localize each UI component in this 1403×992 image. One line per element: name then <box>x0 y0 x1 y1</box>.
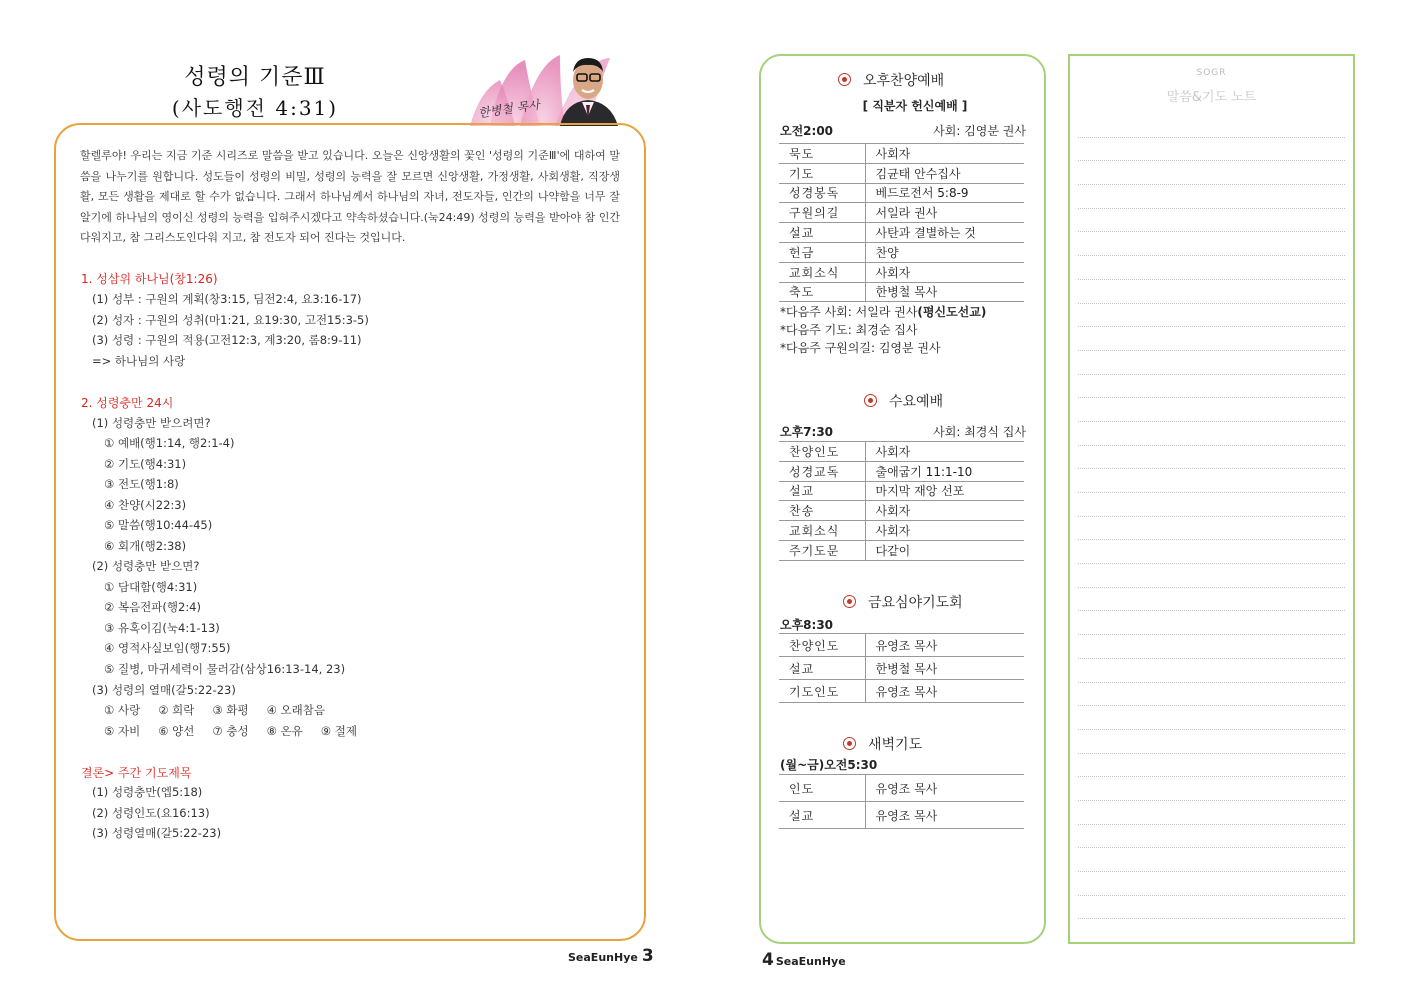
friday-order-table <box>779 633 1024 703</box>
section-2-item: ② 복음전파(행2:4) <box>104 600 201 614</box>
section-1-line: (1) 성부 : 구원의 계획(창3:15, 딤전2:4, 요3:16-17) <box>92 292 362 306</box>
next-week-prayer: *다음주 기도: 최경순 집사 <box>780 323 918 337</box>
table-row: 설교 사탄과 결별하는 것 <box>779 223 1024 243</box>
table-row: 헌금 찬양 <box>779 242 1024 262</box>
fruit-item: ⑦ 충성 <box>212 724 249 738</box>
fruit-item: ⑥ 양선 <box>158 724 195 738</box>
fruit-item: ② 희락 <box>158 703 195 717</box>
friday-time: 오후8:30 <box>780 618 834 632</box>
pastor-signature: 한병철 목사 <box>477 97 541 121</box>
page-number: 3 <box>641 946 654 966</box>
table-row: 찬양인도 사회자 <box>779 442 1024 462</box>
footer-brand: SeaEunHye <box>568 951 638 964</box>
next-week-notes <box>780 303 986 357</box>
table-row: 설교 한병철 목사 <box>779 657 1024 680</box>
table-row: 교회소식 사회자 <box>779 521 1024 541</box>
footer-brand: SeaEunHye <box>775 955 846 968</box>
table-row: 찬양인도 유영조 목사 <box>779 634 1024 657</box>
section-2-item: ⑥ 회개(행2:38) <box>104 539 187 553</box>
table-row: 성경봉독 베드로전서 5:8-9 <box>779 183 1024 203</box>
dawn-prayer-title: 새벽기도 <box>843 734 922 754</box>
fruits-row <box>104 723 375 739</box>
wednesday-host: 사회: 최경식 집사 <box>933 425 1026 439</box>
fruit-item: ⑤ 자비 <box>104 724 141 738</box>
bullet-icon <box>864 394 877 407</box>
afternoon-host: 사회: 김영분 권사 <box>933 124 1026 138</box>
section-2-item: ⑤ 질병, 마귀세력이 물러감(삼상16:13-14, 23) <box>104 662 346 676</box>
sermon-intro: 할렐루야! 우리는 지금 기준 시리즈로 말씀을 받고 있습니다. 오늘은 신앙생활의 꽃인 '성령의 기준Ⅲ'에 대하여 말씀을 나누기를 원합니다. 성도들이 성령의 비밀, 성령의 능력을 잘 모르면 신앙생활, 가정생활, 사회생활, 직장생활, 모든 생활을 제대로 할 수가 없습니다. 그래서 하나님께서 하나님의 자녀, 전도자들, 인간의 나약함을 너무 잘 알기에 하나님의 영이신 성령의 능력을 입혀주시겠다고 약속하셨습니다.(눅24:49) 성령의 능력을 받아야 참 인간다워지고, 참 그리스도인다워 지고, 참 전도자 되어 진다는 것입니다. <box>80 149 620 244</box>
conclusion-item: (3) 성령열매(갈5:22-23) <box>92 826 222 840</box>
table-row: 교회소식 사회자 <box>779 262 1024 282</box>
next-week-host: *다음주 사회: 서일라 권사(평신도선교) <box>780 305 987 319</box>
fruit-item: ⑧ 온유 <box>266 724 303 738</box>
section-1-line: (2) 성자 : 구원의 성취(마1:21, 요19:30, 고전15:3-5) <box>92 313 369 327</box>
sermon-title: 성령의 기준Ⅲ <box>184 65 326 90</box>
section-2-item: ③ 유혹이김(눅4:1-13) <box>104 621 220 635</box>
table-row: 인도 유영조 목사 <box>779 775 1024 802</box>
section-2-item: ④ 영적사실보임(행7:55) <box>104 641 231 655</box>
conclusion-heading: 결론> 주간 기도제목 <box>81 766 192 780</box>
wednesday-service-title: 수요예배 <box>864 391 943 411</box>
section-2-item: ③ 전도(행1:8) <box>104 477 179 491</box>
page-number: 4 <box>762 950 774 970</box>
conclusion-item: (2) 성령인도(요16:13) <box>92 806 210 820</box>
notes-title: 말씀&기도 노트 <box>1166 90 1257 105</box>
notes-lines <box>1078 114 1345 934</box>
afternoon-service-title: 오후찬양예배 <box>838 70 944 90</box>
table-row: 설교 유영조 목사 <box>779 802 1024 829</box>
footer-page-3 <box>568 946 654 966</box>
fruit-item: ① 사랑 <box>104 703 141 717</box>
table-row: 축도 한병철 목사 <box>779 282 1024 302</box>
section-1-line: => 하나님의 사랑 <box>92 354 186 368</box>
fruit-item: ⑨ 절제 <box>320 724 357 738</box>
table-row: 기도인도 유영조 목사 <box>779 680 1024 703</box>
section-2-item: ① 예배(행1:14, 행2:1-4) <box>104 436 235 450</box>
wednesday-time: 오후7:30 사회: 최경식 집사 <box>780 425 1026 439</box>
section-2-item: ① 담대함(행4:31) <box>104 580 198 594</box>
section-2-item: ④ 찬양(시22:3) <box>104 498 187 512</box>
table-row: 설교 마지막 재앙 선포 <box>779 481 1024 501</box>
bullet-icon <box>838 73 851 86</box>
section-2-sub: (1) 성령충만 받으려면? <box>92 416 211 430</box>
table-row: 기도 김균태 안수집사 <box>779 163 1024 183</box>
section-2-item: ⑤ 말씀(행10:44-45) <box>104 518 213 532</box>
section-1-heading: 1. 성삼위 하나님(창1:26) <box>81 272 218 286</box>
wednesday-order-table <box>779 441 1024 561</box>
notes-logo: SOGR <box>1196 68 1227 78</box>
conclusion-item: (1) 성령충만(엡5:18) <box>92 785 203 799</box>
dawn-order-table <box>779 774 1024 829</box>
table-row: 구원의길 서일라 권사 <box>779 203 1024 223</box>
fruits-row <box>104 702 343 718</box>
afternoon-order-table <box>779 143 1024 302</box>
table-row: 찬송 사회자 <box>779 501 1024 521</box>
section-1-line: (3) 성령 : 구원의 적용(고전12:3, 계3:20, 롬8:9-11) <box>92 333 362 347</box>
footer-page-4 <box>762 950 846 970</box>
bullet-icon <box>843 737 856 750</box>
dawn-time: (월~금)오전5:30 <box>780 758 878 772</box>
section-2-sub: (3) 성령의 열매(갈5:22-23) <box>92 683 236 697</box>
bullet-icon <box>843 595 856 608</box>
fruit-item: ③ 화평 <box>212 703 249 717</box>
friday-service-title: 금요심야기도회 <box>843 592 963 612</box>
section-2-item: ② 기도(행4:31) <box>104 457 187 471</box>
table-row: 주기도문 다같이 <box>779 540 1024 560</box>
sermon-reference: (사도행전 4:31) <box>171 96 339 120</box>
section-2-sub: (2) 성령충만 받으면? <box>92 559 200 573</box>
afternoon-time: 오전2:00 사회: 김영분 권사 <box>780 124 1026 138</box>
fruit-item: ④ 오래참음 <box>266 703 325 717</box>
section-2-heading: 2. 성령충만 24시 <box>81 396 174 410</box>
table-row: 묵도 사회자 <box>779 144 1024 164</box>
next-week-salvation: *다음주 구원의길: 김영분 권사 <box>780 341 941 355</box>
afternoon-subtitle: [ 직분자 헌신예배 ] <box>862 99 968 113</box>
table-row: 성경교독 출애굽기 11:1-10 <box>779 461 1024 481</box>
